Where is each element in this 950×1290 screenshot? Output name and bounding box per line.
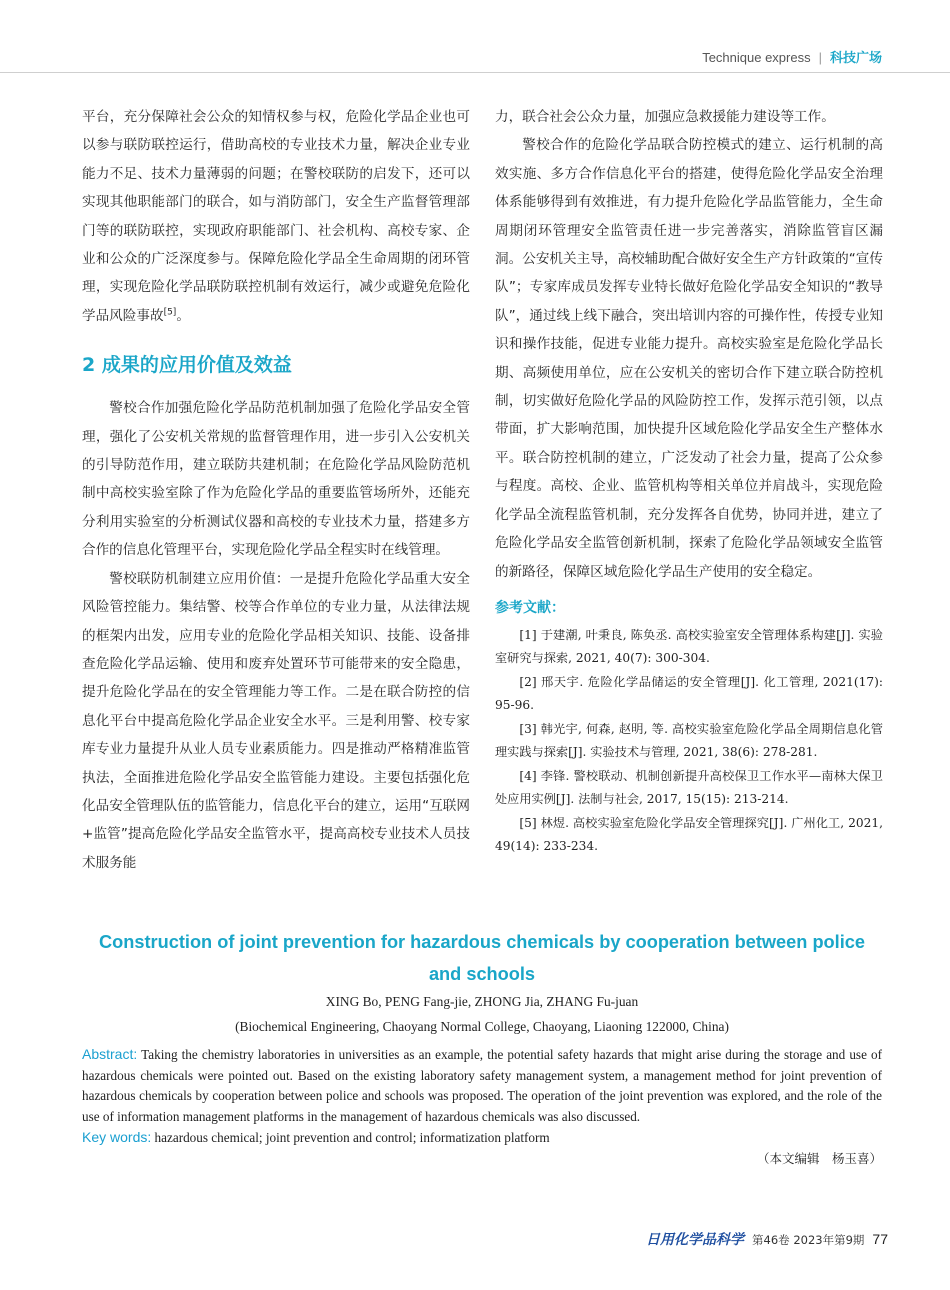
english-abstract-block xyxy=(82,1044,882,1149)
reference-item: [1] 于建潮, 叶秉良, 陈奂丞. 高校实验室安全管理体系构建[J]. 实验室研究与探索, 2021, 40(7): 300-304. xyxy=(495,627,883,666)
header-divider xyxy=(0,72,950,73)
abstract-label: Abstract: xyxy=(82,1046,138,1062)
citation-superscript: [5] xyxy=(163,307,177,318)
reference-item: [2] 邢天宇. 危险化学品储运的安全管理[J]. 化工管理, 2021(17): 95-96. xyxy=(495,674,883,713)
abstract-paragraph xyxy=(82,1044,882,1127)
reference-item: [5] 林煜. 高校实验室危险化学品安全管理探究[J]. 广州化工, 2021, 49(14): 233-234. xyxy=(495,815,883,854)
left-column xyxy=(82,103,470,877)
english-authors: XING Bo, PENG Fang-jie, ZHONG Jia, ZHANG Fu-juan xyxy=(325,994,639,1009)
reference-item: [3] 韩光宇, 何森, 赵明, 等. 高校实验室危险化学品全周期信息化管理实践与探索[J]. 实验技术与管理, 2021, 38(6): 278-281. xyxy=(495,721,883,760)
english-title: Construction of joint prevention for hazardous chemicals by cooperation between police and schools xyxy=(99,932,865,984)
running-header xyxy=(702,47,882,66)
header-separator: | xyxy=(818,50,822,65)
reference-item: [4] 李锋. 警校联动、机制创新提升高校保卫工作水平—南林大保卫处应用实例[J]. 法制与社会, 2017, 15(15): 213-214. xyxy=(495,768,883,807)
header-section-en: Technique express xyxy=(702,50,811,65)
left-paragraph-3: 警校联防机制建立应用价值：一是提升危险化学品重大安全风险管控能力。集结警、校等合作单位的专业力量，从法律法规的框架内出发，应用专业的危险化学品相关知识、技能、设备排查危险化学品运输、使用和废弃处置环节可能带来的安全隐患，提升危险化学品在的安全管理能力等工作。二是在联合防控的信息化平台中提高危险化学品企业安全水平。三是利用警、校专家库专业力量提升从业人员专业素质能力。四是推动严格精准监管执法，全面推进危险化学品安全监管能力建设。主要包括强化危化品安全管理队伍的监管能力，信息化平台的建立，运用“互联网+监管”提高危险化学品安全监管水平，提高高校专业技术人员技术服务能 xyxy=(82,570,470,871)
left-paragraph-2: 警校合作加强危险化学品防范机制加强了危险化学品安全管理，强化了公安机关常规的监督管理作用，进一步引入公安机关的引导防范作用，建立联防共建机制；在危险化学品风险防范机制中高校实验室除了作为危险化学品的重要监管场所外，还能充分利用实验室的分析测试仪器和高校的专业技术力量，搭建多方合作的信息化管理平台，实现危险化学品全程实时在线管理。 xyxy=(82,400,470,559)
keywords-label: Key words: xyxy=(82,1129,152,1146)
keywords-text: hazardous chemical; joint prevention and control; informatization platform xyxy=(154,1130,550,1146)
page-number: 77 xyxy=(872,1231,888,1247)
issue-info: 第46卷 2023年第9期 xyxy=(752,1233,865,1247)
keywords-paragraph xyxy=(82,1127,882,1149)
editor-note: （本文编辑 杨玉喜） xyxy=(756,1151,882,1166)
abstract-text: Taking the chemistry laboratories in universities as an example, the potential safety hazards that might arise during the storage and use of hazardous chemicals were pointed out. Based on the existing laboratory safety management system, a management method for joint prevention of hazardous chemicals by cooperation between police and schools was proposed. The operation of the joint prevention was explored, and the role of the use of information management platforms in the management of hazardous chemicals was also discussed. xyxy=(82,1047,882,1124)
left-paragraph-1: 平台，充分保障社会公众的知情权参与权，危险化学品企业也可以参与联防联控运行，借助高校的专业技术力量，解决企业专业能力不足、技术力量薄弱的问题；在警校联防的启发下，还可以实现其他职能部门的联合，如与消防部门，安全生产监督管理部门等的联防联控，实现政府职能部门、社会机构、高校专家、企业和公众的广泛深度参与。保障危险化学品全生命周期的闭环管理，实现危险化学品联防联控机制有效运行，减少或避免危险化学品风险事故[5]。 xyxy=(82,109,470,324)
journal-logo: 日用化学品科学 xyxy=(646,1232,745,1248)
header-section-zh: 科技广场 xyxy=(829,51,882,66)
page-footer xyxy=(646,1229,888,1249)
english-affiliation: (Biochemical Engineering, Chaoyang Normal College, Chaoyang, Liaoning 122000, China) xyxy=(235,1019,729,1034)
right-paragraph-2: 警校合作的危险化学品联合防控模式的建立、运行机制的高效实施、多方合作信息化平台的搭建，使得危险化学品安全治理体系能够得到有效推进，有力提升危险化学品监管能力，全生命周期闭环管理安全监管责任进一步完善落实，消除监管盲区漏洞。公安机关主导，高校辅助配合做好安全生产方针政策的“宣传队”；专家库成员发挥专业特长做好危险化学品安全知识的“教导队”，通过线上线下融合，突出培训内容的可操作性，传授专业知识和操作技能，促进专业能力提升。高校实验室是危险化学品长期、高频使用单位，应在公安机关的密切合作下建立联合防控机制，切实做好危险化学品的风险防控工作，发挥示范引领，以点带面，扩大影响范围，加快提升区域危险化学品安全生产整体水平。联合防控机制的建立，广泛发动了社会力量，提高了公众参与程度。高校、企业、监管机构等相关单位并肩战斗，实现危险化学品全流程监管机制，充分发挥各自优势，协同并进，建立了危险化学品安全监管创新机制，探索了危险化学品领域安全监管的新路径，保障区域危险化学品生产使用的安全稳定。 xyxy=(495,137,883,580)
right-column xyxy=(495,103,883,859)
right-paragraph-1: 力，联合社会公众力量，加强应急救援能力建设等工作。 xyxy=(495,109,835,125)
section-heading: 2 成果的应用价值及效益 xyxy=(82,354,292,377)
references-heading: 参考文献： xyxy=(495,599,565,616)
